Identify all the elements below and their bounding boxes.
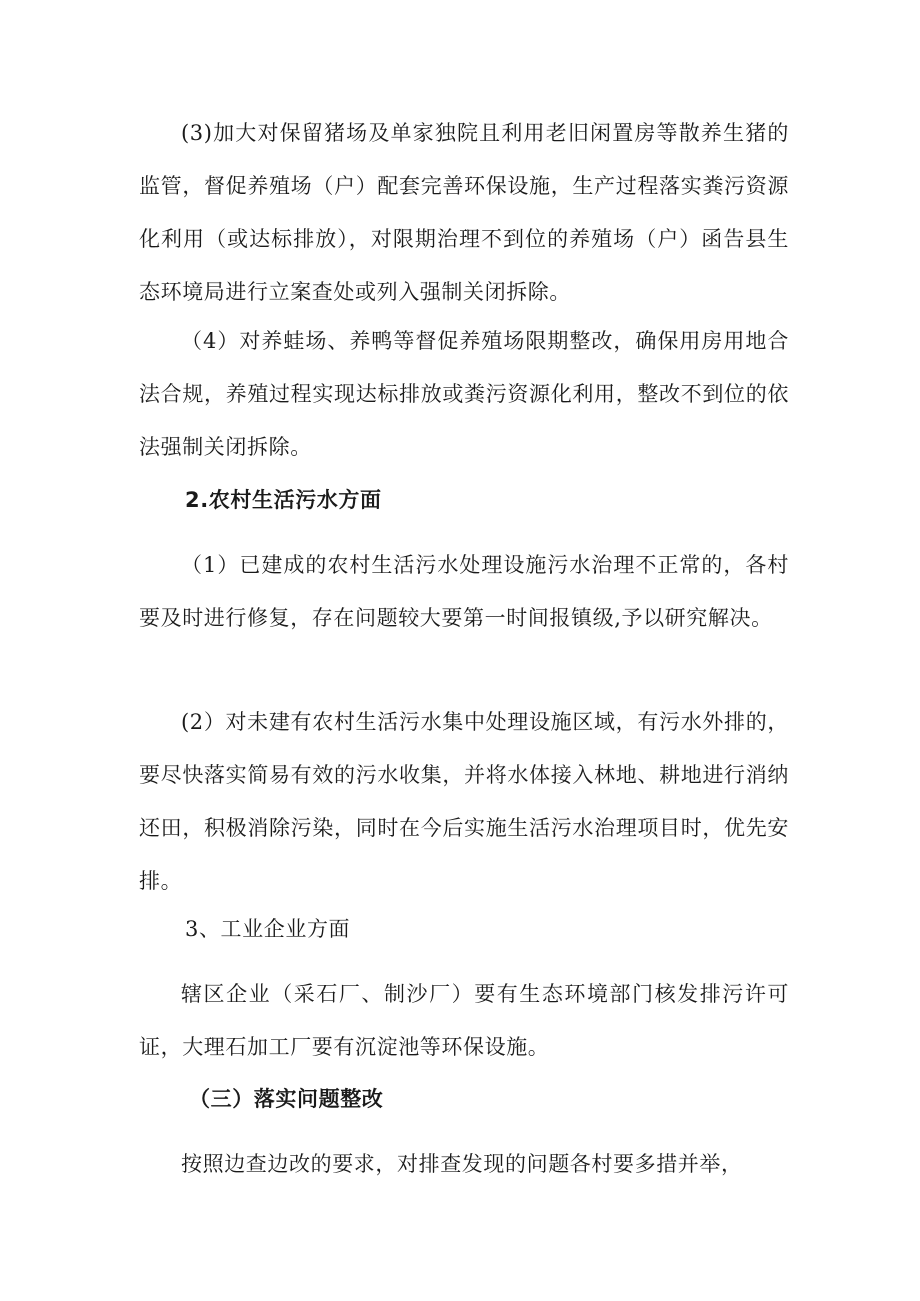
paragraph-pig-farm-supervision: (3)加大对保留猪场及单家独院且利用老旧闲置房等散养生猪的监管，督促养殖场（户）配套完善环保设施，生产过程落实粪污资源化利用（或达标排放），对限期治理不到位的养殖场（户）函告县生态环境局进行立案查处或列入强制关闭拆除。 xyxy=(139,121,789,304)
heading-rural-sewage: 2.农村生活污水方面 xyxy=(185,488,382,512)
heading-implement-rectification: （三）落实问题整改 xyxy=(189,1087,384,1111)
paragraph-no-sewage-facilities: (2）对未建有农村生活污水集中处理设施区域，有污水外排的，要尽快落实简易有效的污水收集，并将水体接入林地、耕地进行消纳还田，积极消除污染，同时在今后实施生活污水治理项目时，优先安排。 xyxy=(139,710,789,893)
paragraph-rectification-requirements: 按照边查边改的要求，对排查发现的问题各村要多措并举， xyxy=(181,1152,743,1176)
paragraph-existing-sewage-facilities: （1）已建成的农村生活污水处理设施污水治理不正常的，各村要及时进行修复，存在问题较大要第一时间报镇级,予以研究解决。 xyxy=(139,553,789,630)
paragraph-frog-duck-farm-rectification: （4）对养蛙场、养鸭等督促养殖场限期整改，确保用房用地合法合规，养殖过程实现达标排放或粪污资源化利用，整改不到位的依法强制关闭拆除。 xyxy=(139,329,789,459)
heading-industrial-enterprises: 3、工业企业方面 xyxy=(185,917,351,941)
paragraph-enterprise-permits: 辖区企业（采石厂、制沙厂）要有生态环境部门核发排污许可证，大理石加工厂要有沉淀池等环保设施。 xyxy=(139,982,789,1059)
